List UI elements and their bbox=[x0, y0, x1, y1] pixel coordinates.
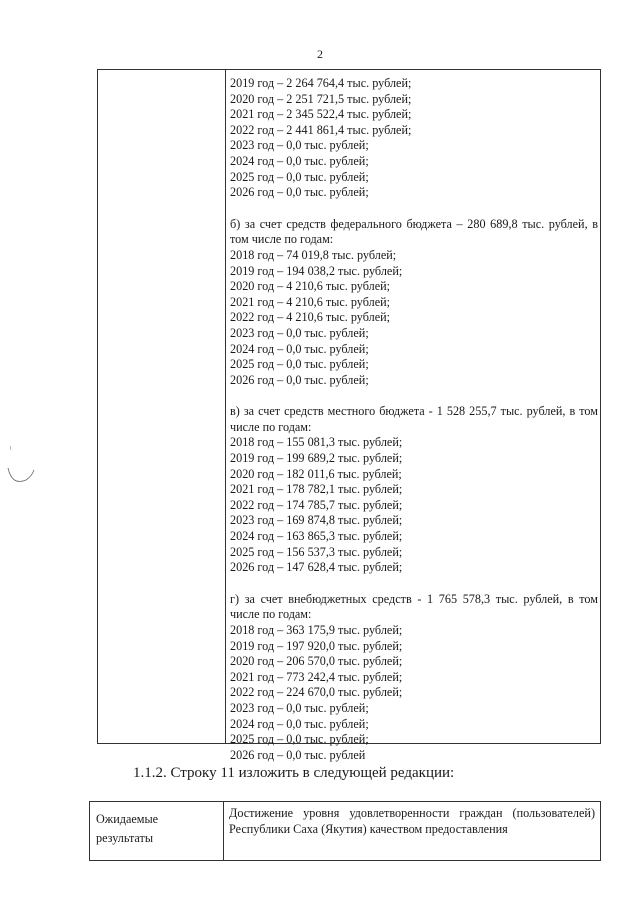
year-line: 2025 год – 0,0 тыс. рублей; bbox=[230, 357, 369, 372]
year-line: 2024 год – 0,0 тыс. рублей; bbox=[230, 341, 369, 356]
year-line: 2022 год – 174 785,7 тыс. рублей; bbox=[230, 497, 403, 512]
local-budget-years bbox=[230, 435, 598, 575]
year-line: 2022 год – 4 210,6 тыс. рублей; bbox=[230, 310, 391, 325]
year-line: 2023 год – 0,0 тыс. рублей; bbox=[230, 138, 369, 153]
year-line: 2025 год – 0,0 тыс. рублей; bbox=[230, 732, 369, 747]
year-line: 2022 год – 224 670,0 тыс. рублей; bbox=[230, 685, 403, 700]
year-line: 2024 год – 163 865,3 тыс. рублей; bbox=[230, 529, 403, 544]
block-a-tail bbox=[230, 76, 598, 201]
year-line: 2020 год – 206 570,0 тыс. рублей; bbox=[230, 654, 403, 669]
federal-budget-years bbox=[230, 248, 598, 388]
year-line: 2021 год – 4 210,6 тыс. рублей; bbox=[230, 294, 391, 309]
column-divider bbox=[225, 70, 226, 743]
year-line: 2021 год – 178 782,1 тыс. рублей; bbox=[230, 482, 403, 497]
year-line: 2023 год – 0,0 тыс. рублей; bbox=[230, 325, 369, 340]
results-label bbox=[96, 810, 158, 848]
year-line: 2019 год – 199 689,2 тыс. рублей; bbox=[230, 451, 403, 466]
funding-cell bbox=[230, 76, 598, 763]
year-line: 2019 год – 194 038,2 тыс. рублей; bbox=[230, 263, 403, 278]
year-line: 2020 год – 2 251 721,5 тыс. рублей; bbox=[230, 91, 412, 106]
section-heading: 1.1.2. Строку 11 изложить в следующей редакции: bbox=[133, 765, 455, 781]
year-line: 2018 год – 363 175,9 тыс. рублей; bbox=[230, 623, 403, 637]
year-line: 2026 год – 0,0 тыс. рублей bbox=[230, 747, 366, 762]
local-budget-intro: в) за счет средств местного бюджета - 1 528 255,7 тыс. рублей, в том числе по годам: bbox=[230, 404, 598, 434]
year-line: 2021 год – 773 242,4 тыс. рублей; bbox=[230, 669, 403, 684]
results-text: Достижение уровня удовлетворенности граждан (пользователей) Республики Саха (Якутия) качеством предоставления bbox=[229, 806, 595, 836]
results-table bbox=[89, 801, 601, 861]
scan-margin-mark bbox=[6, 440, 36, 490]
year-line: 2019 год – 197 920,0 тыс. рублей; bbox=[230, 638, 403, 653]
year-line: 2022 год – 2 441 861,4 тыс. рублей; bbox=[230, 122, 412, 137]
year-line: 2019 год – 2 264 764,4 тыс. рублей; bbox=[230, 76, 412, 90]
federal-budget-intro: б) за счет средств федерального бюджета – 280 689,8 тыс. рублей, в том числе по годам: bbox=[230, 216, 598, 247]
page-number: 2 bbox=[317, 47, 323, 61]
year-line: 2020 год – 182 011,6 тыс. рублей; bbox=[230, 466, 402, 481]
results-label-line: результаты bbox=[96, 831, 154, 845]
year-line: 2026 год – 0,0 тыс. рублей; bbox=[230, 185, 369, 200]
year-line: 2023 год – 169 874,8 тыс. рублей; bbox=[230, 513, 403, 528]
year-line: 2021 год – 2 345 522,4 тыс. рублей; bbox=[230, 107, 412, 122]
funding-table bbox=[97, 69, 601, 762]
year-line: 2018 год – 155 081,3 тыс. рублей; bbox=[230, 435, 403, 450]
offbudget-intro: г) за счет внебюджетных средств - 1 765 578,3 тыс. рублей, в том числе по годам: bbox=[230, 591, 598, 622]
column-divider bbox=[223, 802, 224, 860]
year-line: 2025 год – 0,0 тыс. рублей; bbox=[230, 169, 369, 184]
offbudget-years bbox=[230, 623, 598, 763]
year-line: 2024 год – 0,0 тыс. рублей; bbox=[230, 153, 369, 168]
year-line: 2026 год – 0,0 тыс. рублей; bbox=[230, 372, 369, 387]
results-label-line: Ожидаемые bbox=[96, 812, 159, 826]
year-line: 2026 год – 147 628,4 тыс. рублей; bbox=[230, 560, 403, 575]
year-line: 2020 год – 4 210,6 тыс. рублей; bbox=[230, 279, 391, 294]
year-line: 2023 год – 0,0 тыс. рублей; bbox=[230, 700, 369, 715]
year-line: 2025 год – 156 537,3 тыс. рублей; bbox=[230, 544, 403, 559]
year-line: 2018 год – 74 019,8 тыс. рублей; bbox=[230, 247, 397, 262]
year-line: 2024 год – 0,0 тыс. рублей; bbox=[230, 716, 369, 731]
